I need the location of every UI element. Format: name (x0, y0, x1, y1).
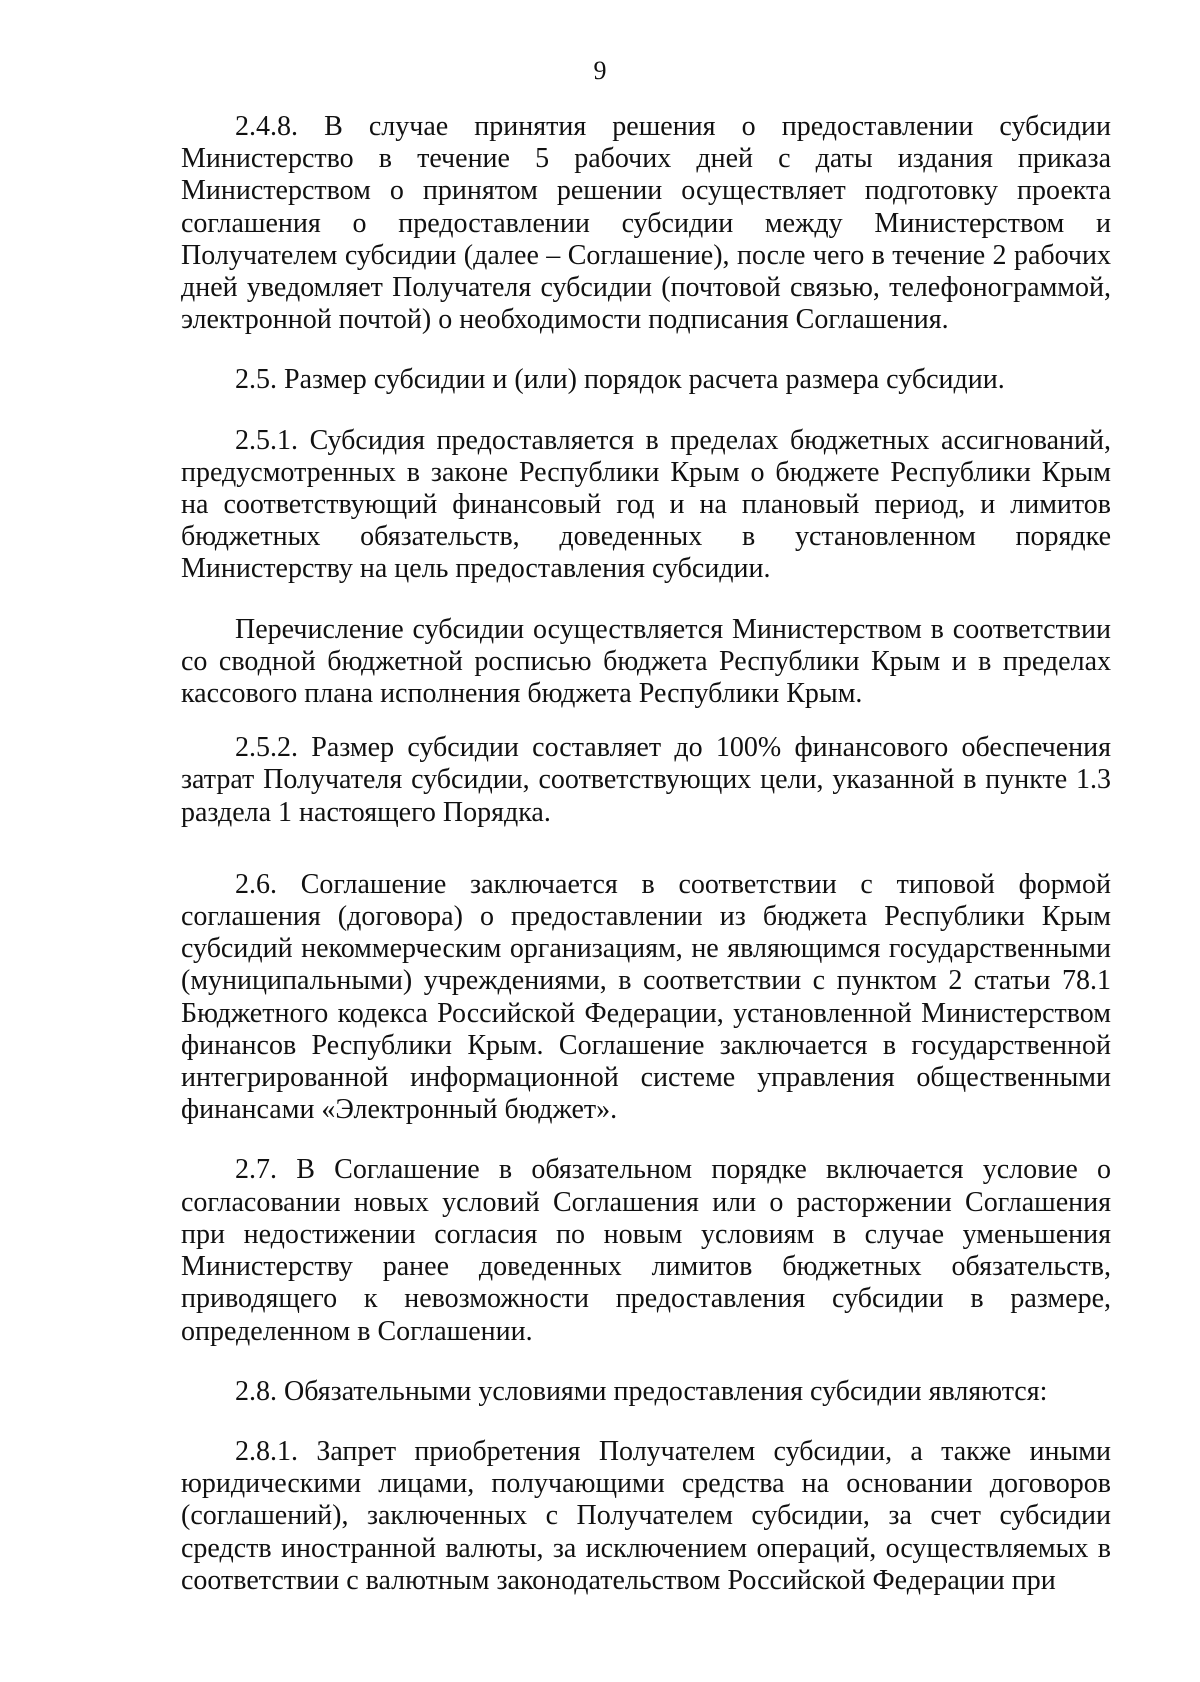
paragraph-2-4-8: 2.4.8. В случае принятия решения о предоставлении субсидии Министерство в течение 5 рабочих дней с даты издания приказа Министерством о принятом решении осуществляет подготовку проекта соглашения о предоставлении субсидии между Министерством и Получателем субсидии (далее – Соглашение), после чего в течение 2 рабочих дней уведомляет Получателя субсидии (почтовой связью, телефонограммой, электронной почтой) о необходимости подписания Соглашения. (181, 111, 1111, 336)
paragraph-transfer: Перечисление субсидии осуществляется Министерством в соответствии со сводной бюджетной росписью бюджета Республики Крым и в пределах кассового плана исполнения бюджета Республики Крым. (181, 613, 1111, 710)
document-body (181, 111, 1111, 1597)
paragraph-2-5-2: 2.5.2. Размер субсидии составляет до 100% финансового обеспечения затрат Получателя субсидии, соответствующих цели, указанной в пункте 1.3 раздела 1 настоящего Порядка. (181, 732, 1111, 828)
paragraph-2-7: 2.7. В Соглашение в обязательном порядке включается условие о согласовании новых условий Соглашения или о расторжении Соглашения при недостижении согласия по новым условиям в случае уменьшения Министерству ранее доведенных лимитов бюджетных обязательств, приводящего к невозможности предоставления субсидии в размере, определенном в Соглашении. (181, 1154, 1111, 1347)
paragraph-2-5: 2.5. Размер субсидии и (или) порядок расчета размера субсидии. (235, 364, 1005, 396)
page-number: 9 (593, 56, 607, 85)
paragraph-2-5-1: 2.5.1. Субсидия предоставляется в пределах бюджетных ассигнований, предусмотренных в законе Республики Крым о бюджете Республики Крым на соответствующий финансовый год и на плановый период, и лимитов бюджетных обязательств, доведенных в установленном порядке Министерству на цель предоставления субсидии. (181, 424, 1111, 585)
paragraph-2-8: 2.8. Обязательными условиями предоставления субсидии являются: (235, 1375, 1048, 1407)
paragraph-2-6: 2.6. Соглашение заключается в соответствии с типовой формой соглашения (договора) о предоставлении из бюджета Республики Крым субсидий некоммерческим организациям, не являющимся государственными (муниципальными) учреждениями, в соответствии с пунктом 2 статьи 78.1 Бюджетного кодекса Российской Федерации, установленной Министерством финансов Республики Крым. Соглашение заключается в государственной интегрированной информационной системе управления общественными финансами «Электронный бюджет». (181, 868, 1111, 1126)
paragraph-2-8-1: 2.8.1. Запрет приобретения Получателем субсидии, а также иными юридическими лицами, получающими средства на основании договоров (соглашений), заключенных с Получателем субсидии, за счет субсидии средств иностранной валюты, за исключением операций, осуществляемых в соответствии с валютным законодательством Российской Федерации при (181, 1435, 1111, 1596)
